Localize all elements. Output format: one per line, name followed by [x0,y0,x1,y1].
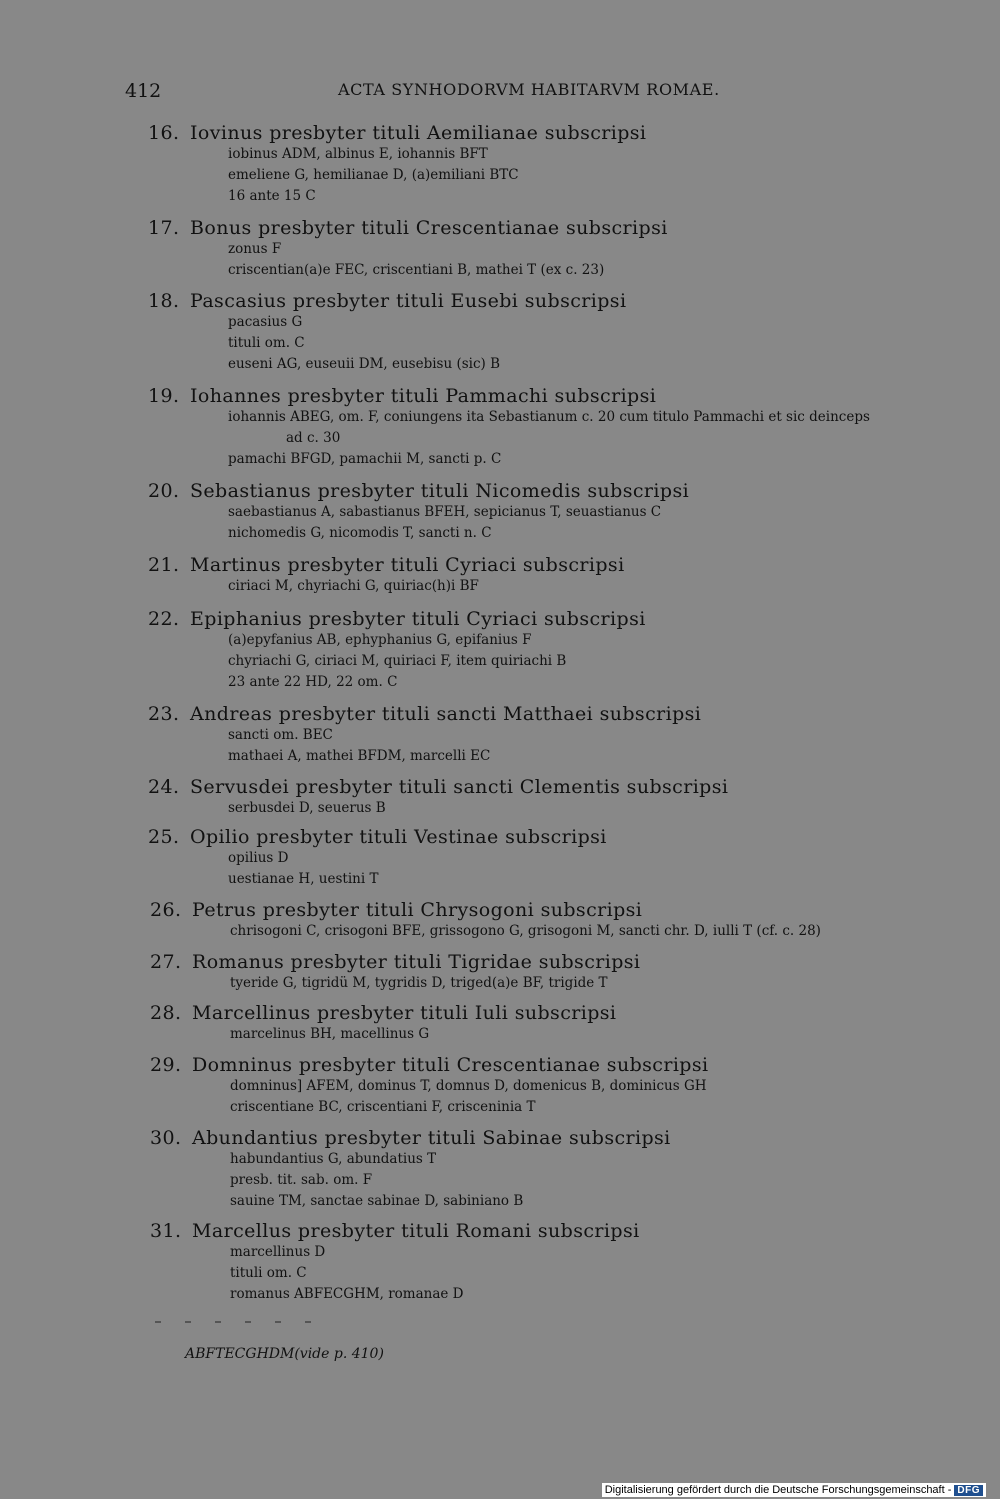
variant-line: euseni AG, euseuii DM, eusebisu (sic) B [228,356,501,372]
entry-18 [148,290,626,375]
entry-text: Bonus presbyter tituli Crescentianae subscripsi [190,217,668,239]
entry-main-line [150,899,821,921]
entry-number: 22. [148,608,180,630]
variant-line: iobinus ADM, albinus E, iohannis BFT [228,146,488,162]
entry-19 [148,385,870,470]
entry-27 [150,951,640,994]
entry-text: Romanus presbyter tituli Tigridae subscripsi [192,951,641,973]
entry-text: Marcellus presbyter tituli Romani subscripsi [192,1220,640,1242]
variant-line: iohannis ABEG, om. F, coniungens ita Sebastianum c. 20 cum titulo Pammachi et sic deinceps [228,409,870,425]
entry-text: Martinus presbyter tituli Cyriaci subscripsi [190,554,625,576]
entry-number: 24. [148,776,180,798]
variant-line: 16 ante 15 C [228,188,316,204]
footnote: ABFTECGHDM(vide p. 410) [185,1346,384,1362]
variant-line: uestianae H, uestini T [228,871,379,887]
variant-line: criscentiane BC, criscentiani F, crisceninia T [230,1099,536,1115]
entry-text: Iohannes presbyter tituli Pammachi subscripsi [190,385,657,407]
variant-line: pacasius G [228,314,303,330]
entry-number: 20. [148,480,180,502]
entry-main-line [150,951,640,973]
entry-29 [150,1054,709,1118]
entry-text: Marcellinus presbyter tituli Iuli subscripsi [192,1002,617,1024]
entry-main-line [150,1054,709,1076]
entry-number: 18. [148,290,180,312]
entry-text: Andreas presbyter tituli sancti Matthaei subscripsi [190,703,702,725]
entry-25 [148,826,607,890]
variant-line: chrisogoni C, crisogoni BFE, grissogono G, grisogoni M, sancti chr. D, iulli T (cf. c. 28) [230,923,821,939]
entry-26 [150,899,821,942]
entry-number: 25. [148,826,180,848]
variant-line: tyeride G, tigridü M, tygridis D, triged(a)e BF, trigide T [230,975,608,991]
entry-number: 26. [150,899,182,921]
variant-line: marcelinus BH, macellinus G [230,1026,430,1042]
entry-text: Petrus presbyter tituli Chrysogoni subscripsi [192,899,643,921]
variant-line: 23 ante 22 HD, 22 om. C [228,674,398,690]
entry-22 [148,608,646,693]
entry-main-line [148,776,728,798]
variant-line: saebastianus A, sabastianus BFEH, sepicianus T, seuastianus C [228,504,662,520]
variant-line: ad c. 30 [286,430,341,446]
digitization-credit [602,1483,986,1497]
entry-text: Epiphanius presbyter tituli Cyriaci subscripsi [190,608,646,630]
variant-line: emeliene G, hemilianae D, (a)emiliani BTC [228,167,519,183]
entry-text: Servusdei presbyter tituli sancti Clementis subscripsi [190,776,729,798]
variant-line: chyriachi G, ciriaci M, quiriaci F, item quiriachi B [228,653,567,669]
variant-line: tituli om. C [230,1265,307,1281]
entry-main-line [148,122,646,144]
entry-main-line [148,480,689,502]
variant-line: pamachi BFGD, pamachii M, sancti p. C [228,451,502,467]
entry-31 [150,1220,640,1305]
entry-number: 19. [148,385,180,407]
entry-number: 17. [148,217,180,239]
variant-line: sauine TM, sanctae sabinae D, sabiniano B [230,1193,524,1209]
entry-number: 30. [150,1127,182,1149]
entry-text: Pascasius presbyter tituli Eusebi subscripsi [190,290,627,312]
variant-line: ciriaci M, chyriachi G, quiriac(h)i BF [228,578,479,594]
entry-21 [148,554,625,597]
entry-number: 21. [148,554,180,576]
credit-text: Digitalisierung gefördert durch die Deutsche Forschungsgemeinschaft - [604,1484,952,1496]
entry-main-line [148,826,607,848]
page-number: 412 [125,80,162,102]
entry-number: 16. [148,122,180,144]
variant-line: sancti om. BEC [228,727,333,743]
separator-dashes [155,1321,335,1323]
entry-main-line [150,1002,616,1024]
variant-line: (a)epyfanius AB, ephyphanius G, epifanius F [228,632,532,648]
entry-text: Opilio presbyter tituli Vestinae subscripsi [190,826,607,848]
entry-main-line [148,217,668,239]
entry-20 [148,480,689,544]
variant-line: romanus ABFECGHM, romanae D [230,1286,464,1302]
entry-main-line [148,554,625,576]
entry-23 [148,703,701,767]
variant-line: zonus F [228,241,282,257]
entry-number: 23. [148,703,180,725]
variant-line: criscentian(a)e FEC, criscentiani B, mathei T (ex c. 23) [228,262,605,278]
entry-text: Iovinus presbyter tituli Aemilianae subscripsi [190,122,647,144]
variant-line: serbusdei D, seuerus B [228,800,386,816]
entry-main-line [148,703,701,725]
entry-main-line [150,1220,640,1242]
variant-line: domninus] AFEM, dominus T, domnus D, domenicus B, dominicus GH [230,1078,707,1094]
variant-line: tituli om. C [228,335,305,351]
variant-line: mathaei A, mathei BFDM, marcelli EC [228,748,491,764]
entry-main-line [148,290,626,312]
entry-17 [148,217,668,281]
variant-line: marcellinus D [230,1244,326,1260]
entry-number: 31. [150,1220,182,1242]
entry-number: 29. [150,1054,182,1076]
entry-main-line [148,385,870,407]
variant-line: presb. tit. sab. om. F [230,1172,373,1188]
variant-line: habundantius G, abundatius T [230,1151,437,1167]
dfg-logo-icon: DFG [954,1485,983,1496]
entry-number: 27. [150,951,182,973]
entry-24 [148,776,728,819]
variant-line: nichomedis G, nicomodis T, sancti n. C [228,525,492,541]
entry-main-line [150,1127,671,1149]
entry-text: Sebastianus presbyter tituli Nicomedis subscripsi [190,480,690,502]
entry-30 [150,1127,671,1212]
entry-main-line [148,608,646,630]
running-head: ACTA SYNHODORVM HABITARVM ROMAE. [338,80,720,99]
entry-16 [148,122,646,207]
variant-line: opilius D [228,850,289,866]
entry-28 [150,1002,616,1045]
entry-text: Abundantius presbyter tituli Sabinae subscripsi [192,1127,671,1149]
entry-text: Domninus presbyter tituli Crescentianae subscripsi [192,1054,709,1076]
entry-number: 28. [150,1002,182,1024]
